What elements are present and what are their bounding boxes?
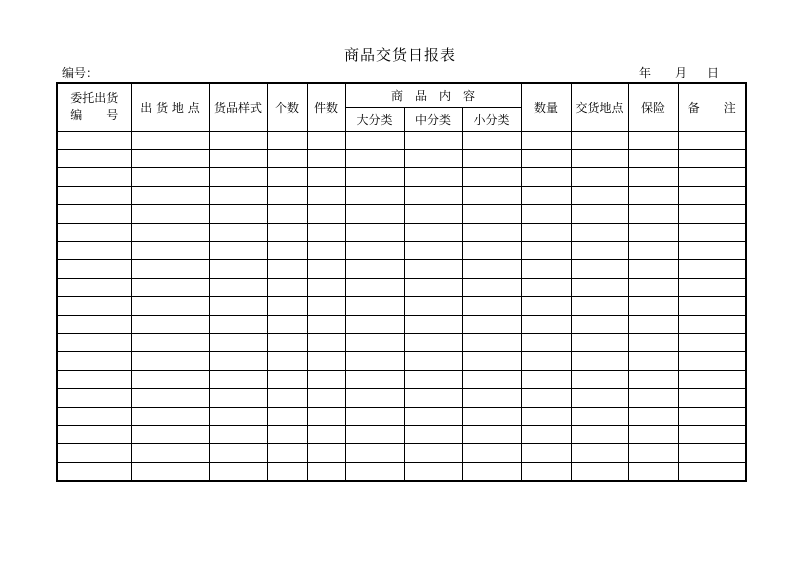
table-cell[interactable]: [345, 370, 404, 388]
table-cell[interactable]: [462, 168, 521, 186]
table-row: [57, 241, 746, 259]
table-cell[interactable]: [267, 168, 307, 186]
table-cell[interactable]: [307, 241, 345, 259]
date-month-label: 月: [675, 66, 688, 80]
table-cell[interactable]: [209, 168, 267, 186]
table-cell[interactable]: [267, 352, 307, 370]
header-delivery-place: 交货地点: [571, 83, 628, 131]
table-cell[interactable]: [462, 389, 521, 407]
table-cell[interactable]: [57, 462, 131, 481]
table-cell[interactable]: [345, 149, 404, 167]
table-cell[interactable]: [571, 260, 628, 278]
table-cell[interactable]: [345, 315, 404, 333]
table-cell[interactable]: [462, 241, 521, 259]
table-cell[interactable]: [209, 241, 267, 259]
table-cell[interactable]: [209, 333, 267, 351]
table-cell[interactable]: [521, 278, 571, 296]
table-cell[interactable]: [57, 260, 131, 278]
header-consignor-line2: 编 号: [70, 108, 119, 123]
table-cell[interactable]: [345, 352, 404, 370]
table-cell[interactable]: [678, 186, 746, 204]
table-cell[interactable]: [678, 444, 746, 462]
table-cell[interactable]: [307, 315, 345, 333]
table-cell[interactable]: [307, 131, 345, 149]
header-remarks: 备 注: [678, 83, 746, 131]
table-cell[interactable]: [462, 370, 521, 388]
table-cell[interactable]: [209, 426, 267, 444]
table-cell[interactable]: [307, 333, 345, 351]
table-cell[interactable]: [404, 223, 462, 241]
table-cell[interactable]: [209, 462, 267, 481]
table-cell[interactable]: [57, 205, 131, 223]
table-cell[interactable]: [267, 149, 307, 167]
table-cell[interactable]: [131, 241, 209, 259]
table-cell[interactable]: [345, 426, 404, 444]
table-cell[interactable]: [345, 297, 404, 315]
table-cell[interactable]: [307, 426, 345, 444]
table-cell[interactable]: [267, 370, 307, 388]
table-cell[interactable]: [521, 333, 571, 351]
table-cell[interactable]: [521, 131, 571, 149]
table-cell[interactable]: [628, 370, 678, 388]
table-cell[interactable]: [628, 426, 678, 444]
table-cell[interactable]: [209, 149, 267, 167]
table-cell[interactable]: [404, 168, 462, 186]
table-cell[interactable]: [628, 462, 678, 481]
table-cell[interactable]: [345, 186, 404, 204]
table-cell[interactable]: [628, 444, 678, 462]
table-cell[interactable]: [57, 168, 131, 186]
table-cell[interactable]: [462, 297, 521, 315]
table-cell[interactable]: [307, 168, 345, 186]
table-cell[interactable]: [404, 260, 462, 278]
table-cell[interactable]: [404, 297, 462, 315]
table-cell[interactable]: [462, 205, 521, 223]
header-consignor-number: [57, 83, 131, 131]
table-cell[interactable]: [628, 278, 678, 296]
table-cell[interactable]: [131, 352, 209, 370]
table-cell[interactable]: [307, 462, 345, 481]
table-cell[interactable]: [57, 444, 131, 462]
table-cell[interactable]: [307, 205, 345, 223]
table-cell[interactable]: [267, 297, 307, 315]
number-label: 编号：: [62, 66, 99, 80]
table-cell[interactable]: [678, 149, 746, 167]
table-row: [57, 370, 746, 388]
table-cell[interactable]: [345, 205, 404, 223]
table-cell[interactable]: [57, 407, 131, 425]
table-row: [57, 352, 746, 370]
table-cell[interactable]: [521, 205, 571, 223]
table-cell[interactable]: [307, 444, 345, 462]
header-row-top: [57, 83, 746, 107]
table-cell[interactable]: [267, 315, 307, 333]
table-cell[interactable]: [628, 168, 678, 186]
table-row: [57, 462, 746, 481]
table-cell[interactable]: [521, 241, 571, 259]
table-cell[interactable]: [628, 186, 678, 204]
table-cell[interactable]: [57, 149, 131, 167]
table-row: [57, 278, 746, 296]
header-minor-category: 小分类: [462, 107, 521, 131]
table-cell[interactable]: [571, 426, 628, 444]
table-cell[interactable]: [404, 389, 462, 407]
table-cell[interactable]: [131, 278, 209, 296]
table-cell[interactable]: [267, 223, 307, 241]
table-cell[interactable]: [57, 352, 131, 370]
table-cell[interactable]: [404, 370, 462, 388]
table-cell[interactable]: [521, 426, 571, 444]
table-row: [57, 333, 746, 351]
header-middle-category: 中分类: [404, 107, 462, 131]
table-cell[interactable]: [462, 426, 521, 444]
table-cell[interactable]: [267, 407, 307, 425]
table-cell[interactable]: [57, 186, 131, 204]
table-row: [57, 168, 746, 186]
header-quantity: 数量: [521, 83, 571, 131]
table-cell[interactable]: [345, 168, 404, 186]
table-cell[interactable]: [209, 315, 267, 333]
table-cell[interactable]: [57, 333, 131, 351]
table-cell[interactable]: [131, 186, 209, 204]
table-cell[interactable]: [267, 205, 307, 223]
table-cell[interactable]: [57, 297, 131, 315]
table-cell[interactable]: [267, 333, 307, 351]
table-cell[interactable]: [345, 241, 404, 259]
table-cell[interactable]: [345, 389, 404, 407]
table-cell[interactable]: [131, 333, 209, 351]
table-cell[interactable]: [462, 149, 521, 167]
table-cell[interactable]: [571, 315, 628, 333]
table-cell[interactable]: [404, 149, 462, 167]
table-cell[interactable]: [678, 352, 746, 370]
table-row: [57, 315, 746, 333]
table-cell[interactable]: [131, 407, 209, 425]
delivery-report-table: [56, 82, 747, 482]
table-body: [57, 131, 746, 481]
table-cell[interactable]: [628, 333, 678, 351]
table-cell[interactable]: [678, 241, 746, 259]
table-cell[interactable]: [57, 241, 131, 259]
table-cell[interactable]: [571, 149, 628, 167]
table-cell[interactable]: [521, 168, 571, 186]
table-cell[interactable]: [521, 297, 571, 315]
table-row: [57, 223, 746, 241]
table-cell[interactable]: [462, 407, 521, 425]
table-cell[interactable]: [404, 131, 462, 149]
table-cell[interactable]: [571, 223, 628, 241]
table-cell[interactable]: [521, 370, 571, 388]
table-cell[interactable]: [462, 352, 521, 370]
table-cell[interactable]: [267, 444, 307, 462]
table-cell[interactable]: [131, 297, 209, 315]
table-cell[interactable]: [628, 149, 678, 167]
table-cell[interactable]: [209, 223, 267, 241]
table-cell[interactable]: [267, 241, 307, 259]
table-cell[interactable]: [571, 389, 628, 407]
table-cell[interactable]: [521, 407, 571, 425]
table-cell[interactable]: [571, 297, 628, 315]
table-cell[interactable]: [521, 389, 571, 407]
table-cell[interactable]: [345, 407, 404, 425]
table-cell[interactable]: [209, 444, 267, 462]
table-cell[interactable]: [267, 462, 307, 481]
table-cell[interactable]: [131, 426, 209, 444]
table-cell[interactable]: [307, 223, 345, 241]
table-cell[interactable]: [307, 149, 345, 167]
table-cell[interactable]: [462, 462, 521, 481]
table-cell[interactable]: [131, 370, 209, 388]
table-cell[interactable]: [462, 223, 521, 241]
table-cell[interactable]: [628, 241, 678, 259]
table-cell[interactable]: [571, 186, 628, 204]
table-cell[interactable]: [521, 149, 571, 167]
table-row: [57, 297, 746, 315]
table-cell[interactable]: [307, 407, 345, 425]
table-cell[interactable]: [571, 205, 628, 223]
header-insurance: 保险: [628, 83, 678, 131]
table-cell[interactable]: [678, 260, 746, 278]
table-cell[interactable]: [209, 370, 267, 388]
table-cell[interactable]: [678, 205, 746, 223]
header-shipping-place: 出 货 地 点: [131, 83, 209, 131]
table-cell[interactable]: [345, 333, 404, 351]
table-header: [57, 83, 746, 131]
header-piece-count: 个数: [267, 83, 307, 131]
table-row: [57, 149, 746, 167]
table-cell[interactable]: [267, 131, 307, 149]
table-cell[interactable]: [345, 223, 404, 241]
table-cell[interactable]: [404, 426, 462, 444]
table-cell[interactable]: [678, 168, 746, 186]
table-cell[interactable]: [521, 260, 571, 278]
table-cell[interactable]: [628, 260, 678, 278]
table-cell[interactable]: [628, 205, 678, 223]
table-cell[interactable]: [57, 223, 131, 241]
table-cell[interactable]: [131, 205, 209, 223]
table-cell[interactable]: [267, 278, 307, 296]
table-cell[interactable]: [404, 444, 462, 462]
header-goods-style: 货品样式: [209, 83, 267, 131]
table-cell[interactable]: [131, 149, 209, 167]
table-cell[interactable]: [267, 186, 307, 204]
table-cell[interactable]: [628, 315, 678, 333]
table-cell[interactable]: [404, 462, 462, 481]
table-cell[interactable]: [571, 462, 628, 481]
table-cell[interactable]: [307, 370, 345, 388]
table-cell[interactable]: [571, 131, 628, 149]
table-row: [57, 426, 746, 444]
table-row: [57, 444, 746, 462]
table-cell[interactable]: [571, 352, 628, 370]
table-row: [57, 131, 746, 149]
table-cell[interactable]: [209, 389, 267, 407]
table-cell[interactable]: [404, 315, 462, 333]
date-day-label: 日: [707, 66, 720, 80]
table-cell[interactable]: [571, 444, 628, 462]
table-cell[interactable]: [267, 389, 307, 407]
table-cell[interactable]: [57, 389, 131, 407]
table-cell[interactable]: [209, 278, 267, 296]
table-cell[interactable]: [462, 333, 521, 351]
table-cell[interactable]: [678, 426, 746, 444]
table-cell[interactable]: [131, 168, 209, 186]
table-cell[interactable]: [131, 389, 209, 407]
table-cell[interactable]: [462, 260, 521, 278]
table-cell[interactable]: [571, 278, 628, 296]
header-consignor-line1: 委托出货: [70, 91, 119, 106]
table-cell[interactable]: [307, 389, 345, 407]
table-cell[interactable]: [209, 186, 267, 204]
table-row: [57, 260, 746, 278]
table-cell[interactable]: [209, 205, 267, 223]
table-cell[interactable]: [462, 131, 521, 149]
table-cell[interactable]: [307, 186, 345, 204]
table-cell[interactable]: [345, 462, 404, 481]
table-cell[interactable]: [521, 186, 571, 204]
table-cell[interactable]: [628, 389, 678, 407]
table-cell[interactable]: [131, 223, 209, 241]
table-cell[interactable]: [131, 315, 209, 333]
table-cell[interactable]: [678, 223, 746, 241]
table-cell[interactable]: [571, 333, 628, 351]
table-cell[interactable]: [131, 444, 209, 462]
table-cell[interactable]: [521, 462, 571, 481]
table-cell[interactable]: [521, 315, 571, 333]
table-cell[interactable]: [628, 131, 678, 149]
header-goods-content: 商 品 内 容: [345, 83, 521, 107]
table-cell[interactable]: [678, 278, 746, 296]
table-cell[interactable]: [404, 186, 462, 204]
table-cell[interactable]: [571, 370, 628, 388]
table-row: [57, 389, 746, 407]
table-cell[interactable]: [57, 370, 131, 388]
table-cell[interactable]: [404, 407, 462, 425]
table-cell[interactable]: [462, 444, 521, 462]
table-cell[interactable]: [521, 352, 571, 370]
table-cell[interactable]: [57, 131, 131, 149]
table-cell[interactable]: [628, 352, 678, 370]
table-cell[interactable]: [521, 223, 571, 241]
table-cell[interactable]: [678, 297, 746, 315]
date-year-label: 年: [639, 66, 652, 80]
table-cell[interactable]: [628, 407, 678, 425]
table-cell[interactable]: [131, 131, 209, 149]
table-row: [57, 205, 746, 223]
table-cell[interactable]: [404, 352, 462, 370]
table-cell[interactable]: [628, 297, 678, 315]
table-cell[interactable]: [307, 278, 345, 296]
table-cell[interactable]: [307, 260, 345, 278]
table-cell[interactable]: [521, 444, 571, 462]
header-major-category: 大分类: [345, 107, 404, 131]
table-row: [57, 407, 746, 425]
table-cell[interactable]: [267, 426, 307, 444]
table-cell[interactable]: [628, 223, 678, 241]
table-cell[interactable]: [307, 297, 345, 315]
table-cell[interactable]: [345, 444, 404, 462]
table-cell[interactable]: [345, 278, 404, 296]
table-cell[interactable]: [678, 333, 746, 351]
table-cell[interactable]: [267, 260, 307, 278]
table-cell[interactable]: [209, 260, 267, 278]
table-cell[interactable]: [462, 186, 521, 204]
table-cell[interactable]: [678, 315, 746, 333]
table-cell[interactable]: [209, 131, 267, 149]
table-cell[interactable]: [571, 168, 628, 186]
table-cell[interactable]: [345, 131, 404, 149]
table-cell[interactable]: [345, 260, 404, 278]
table-cell[interactable]: [404, 241, 462, 259]
table-cell[interactable]: [57, 426, 131, 444]
table-cell[interactable]: [678, 131, 746, 149]
table-cell[interactable]: [404, 205, 462, 223]
table-cell[interactable]: [462, 315, 521, 333]
table-cell[interactable]: [404, 333, 462, 351]
table-cell[interactable]: [209, 352, 267, 370]
table-cell[interactable]: [678, 389, 746, 407]
table-cell[interactable]: [462, 278, 521, 296]
table-cell[interactable]: [571, 407, 628, 425]
table-cell[interactable]: [678, 407, 746, 425]
header-item-count: 件数: [307, 83, 345, 131]
table-cell[interactable]: [57, 278, 131, 296]
table-row: [57, 186, 746, 204]
table-cell[interactable]: [571, 241, 628, 259]
table-cell[interactable]: [678, 462, 746, 481]
document-title: 商品交货日报表: [343, 46, 456, 64]
table-cell[interactable]: [307, 352, 345, 370]
table-cell[interactable]: [57, 315, 131, 333]
table-cell[interactable]: [404, 278, 462, 296]
table-cell[interactable]: [209, 297, 267, 315]
table-cell[interactable]: [209, 407, 267, 425]
table-cell[interactable]: [131, 260, 209, 278]
table-cell[interactable]: [131, 462, 209, 481]
table-cell[interactable]: [678, 370, 746, 388]
